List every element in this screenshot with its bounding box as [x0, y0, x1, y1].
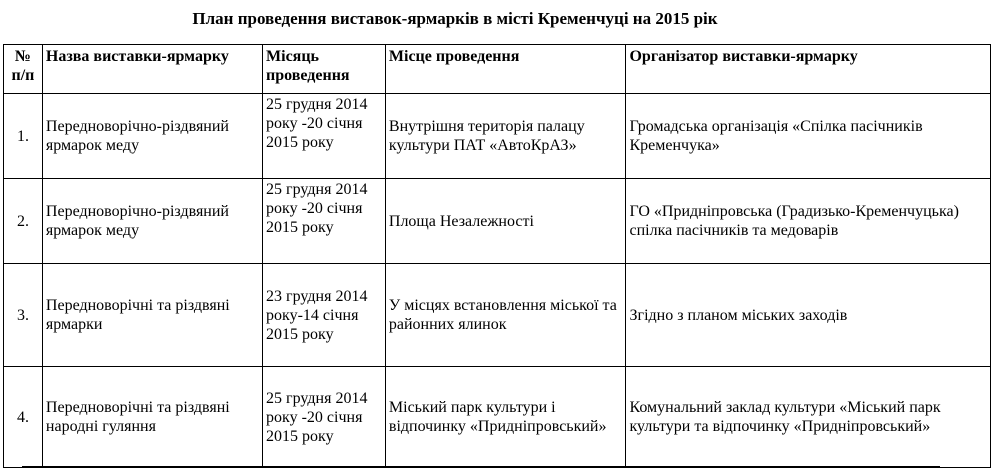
cell-month: 25 грудня 2014 року -20 січня 2015 року [263, 94, 386, 179]
cell-place: Площа Незалежності [385, 179, 626, 264]
cell-number: 2. [4, 179, 43, 264]
cell-name: Передноворічно-різдвяний ярмарок меду [42, 179, 262, 264]
cell-number: 3. [4, 264, 43, 367]
table-header-row [4, 45, 991, 94]
cell-number: 1. [4, 94, 43, 179]
header-number: № п/п [4, 45, 43, 94]
table-row [4, 94, 991, 179]
page-divider [22, 466, 940, 467]
cell-organizer: Згідно з планом міських заходів [626, 264, 991, 367]
cell-name: Передноворічні та різдвяні народні гуляння [42, 367, 262, 468]
table-row [4, 264, 991, 367]
cell-name: Передноворічно-різдвяний ярмарок меду [42, 94, 262, 179]
table-row [4, 367, 991, 468]
cell-month: 25 грудня 2014 року -20 січня 2015 року [263, 179, 386, 264]
cell-organizer: ГО «Придніпровська (Градизько-Кременчуцька) спілка пасічників та медоварів [626, 179, 991, 264]
cell-name: Передноворічні та різдвяні ярмарки [42, 264, 262, 367]
document-title: План проведення виставок-ярмарків в місті Кременчуці на 2015 рік [192, 9, 718, 28]
cell-month: 25 грудня 2014 року -20 січня 2015 року [263, 367, 386, 468]
header-name: Назва виставки-ярмарку [42, 45, 262, 94]
header-month: Місяць проведення [263, 45, 386, 94]
table-row [4, 179, 991, 264]
cell-number: 4. [4, 367, 43, 468]
cell-place: Міський парк культури і відпочинку «Придніпровський» [385, 367, 626, 468]
header-place: Місце проведення [385, 45, 626, 94]
cell-place: У місцях встановлення міської та районних ялинок [385, 264, 626, 367]
header-organizer: Організатор виставки-ярмарку [626, 45, 991, 94]
exhibitions-plan-table [3, 44, 991, 468]
cell-organizer: Комунальний заклад культури «Міський парк культури та відпочинку «Придніпровський» [626, 367, 991, 468]
cell-month: 23 грудня 2014 року-14 січня 2015 року [263, 264, 386, 367]
cell-place: Внутрішня територія палацу культури ПАТ «АвтоКрАЗ» [385, 94, 626, 179]
cell-organizer: Громадська організація «Спілка пасічників Кременчука» [626, 94, 991, 179]
